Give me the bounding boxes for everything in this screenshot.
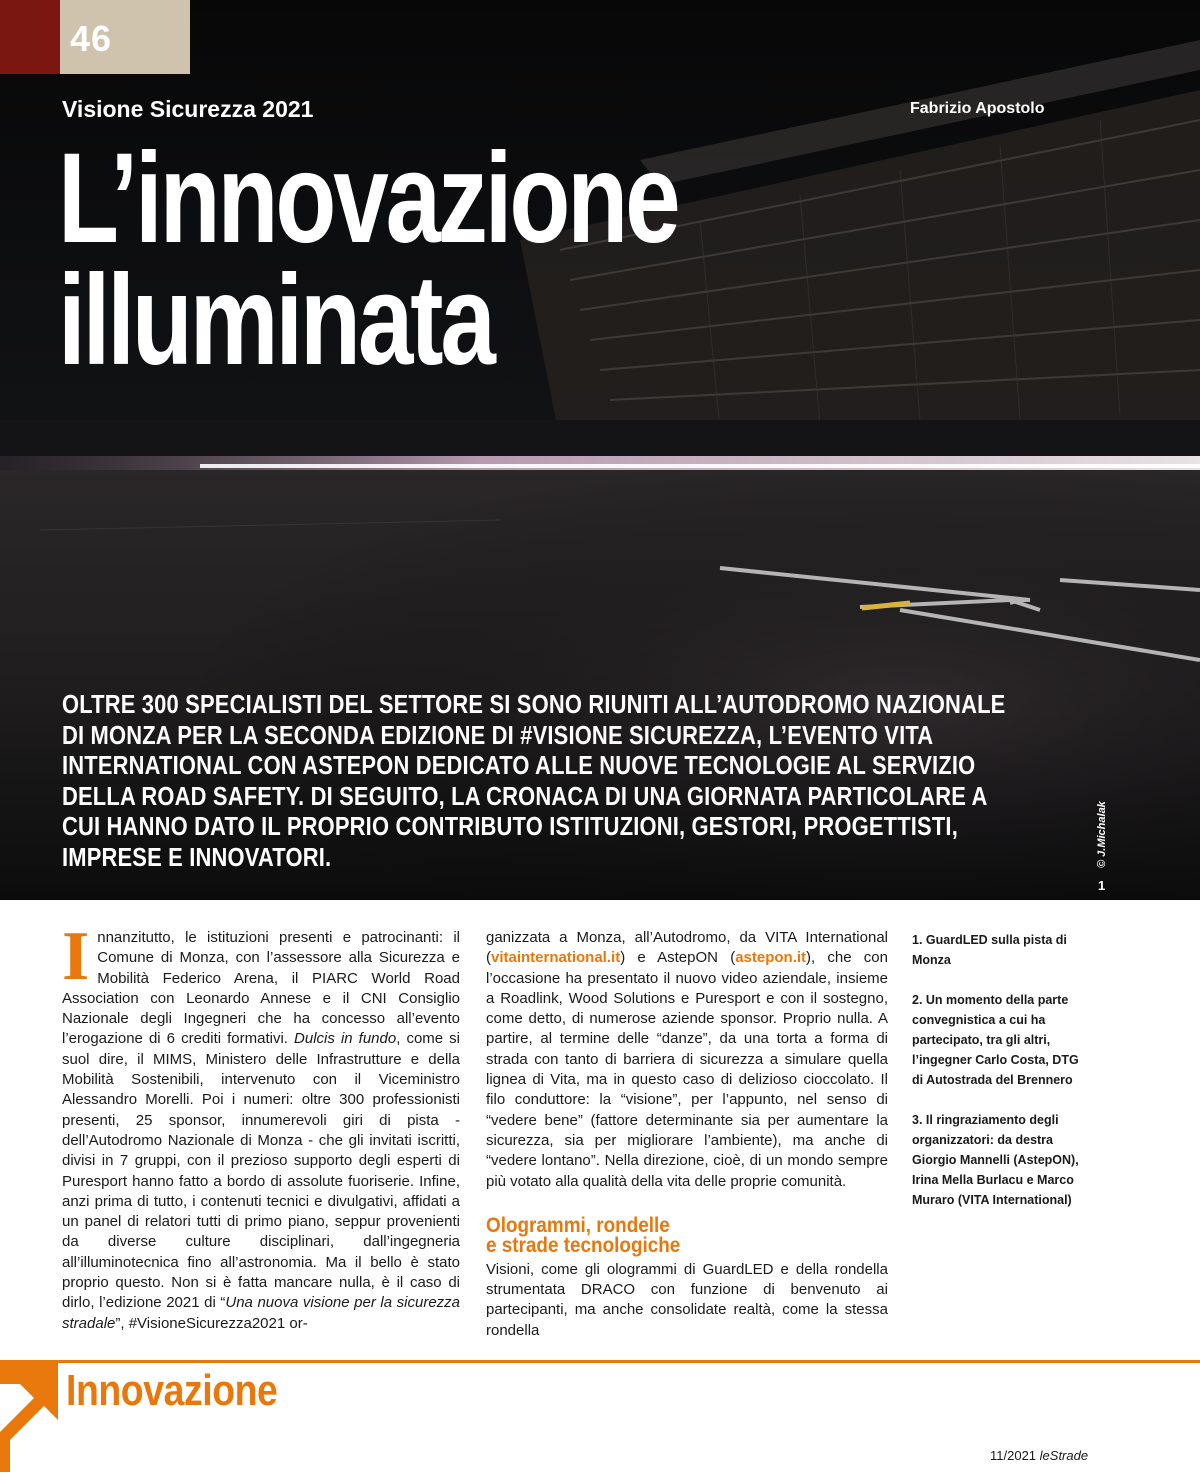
caption-3: 3. Il ringraziamento degli organizzatori: da destra Giorgio Mannelli (AstepON), Irina Mella Burlacu e Marco Muraro (VITA International): [912, 1113, 1079, 1207]
footer-rule: [0, 1360, 1200, 1363]
astepon-link[interactable]: astepon.it: [735, 949, 807, 967]
page-number: 46: [60, 0, 190, 74]
title-line-1: L’innovazione: [58, 127, 678, 270]
photo-number: 1: [1098, 878, 1106, 893]
title-line-2: illuminata: [58, 249, 493, 392]
caption-2: 2. Un momento della parte convegnistica a cui ha partecipato, tra gli altri, l’ingegner Carlo Costa, DTG di Autostrada del Brennero: [912, 993, 1079, 1087]
text-run: ganizzata a Monza, all’Autodromo, da VITA International (: [486, 929, 888, 967]
section-subhead: [486, 1213, 848, 1257]
kicker: Visione Sicurezza 2021: [62, 96, 314, 122]
magazine-name: leStrade: [1039, 1448, 1089, 1463]
body-column-2: [486, 928, 888, 1341]
author: Fabrizio Apostolo: [910, 100, 1045, 117]
page-tab-accent: [0, 0, 60, 74]
text-run: nnanzitutto, le istituzioni presenti e patrocinanti: il Comune di Monza, con l’assessore alla Sicurezza e Mobilità Federico Arena, il PIARC World Road Association con Leonardo Annese e il CNI Consiglio Nazionale degli Ingegneri che ha concesso all’evento l’erogazione di 6 crediti formativi.: [62, 929, 460, 1048]
body-paragraph: [486, 928, 888, 1192]
article-title: [58, 127, 760, 392]
drop-cap: I: [62, 918, 90, 995]
italic-run: Dulcis in fundo: [294, 1030, 397, 1048]
caption-1: 1. GuardLED sulla pista di Monza: [912, 933, 1067, 967]
issue-info: [990, 1448, 1088, 1463]
section-name: Innovazione: [66, 1366, 278, 1415]
arrow-up-right-icon: [0, 1362, 60, 1472]
subhead-line-2: e strade tecnologiche: [486, 1233, 681, 1257]
text-run: ) e AstepON (: [620, 949, 736, 967]
text-run: , come si suol dire, il MIMS, Ministero delle Infrastrutture e della Mobilità Sostenibili, intervenuto con il Viceministro Alessandro Morelli. Poi i numeri: oltre 300 professionisti presenti, 25 sponsor, innumerevoli giri di pista - dell’Autodromo Nazionale di Monza - che gli invitati iscritti, divisi in 7 gruppi, con il prezioso supporto degli esperti di Puresport hanno fatto a bordo di assolute fuoriserie. Infine, anzi prima di tutto, i contenuti tecnici e divulgativi, affidati a un panel di relatori tutti di primo piano, seppur provenienti da diverse culture disciplinari, dall’ingegneria all’illuminotecnica fino all’astronomia. Ma il bello è stato proprio questo. Non si è fatta mancare nulla, è il caso di dirlo, l’edizione 2021 di “: [62, 1030, 461, 1312]
body-paragraph: Visioni, come gli ologrammi di GuardLED e della rondella strumentata DRACO con funzione di benvenuto ai partecipanti, ma anche consolidate realtà, come la stessa rondella: [486, 1260, 888, 1339]
body-column-1: [62, 918, 461, 1334]
italic-run: Una nuova visione per la sicurezza stradale: [62, 1294, 461, 1332]
text-run: ), che con l’occasione ha presentato il nuovo video aziendale, insieme a Roadlink, Wood Solutions e Puresport e con il sostegno, come detto, di numerose aziende sponsor. Proprio nulla. A partire, al termine delle “danze”, da una torta a forma di strada con tanto di barriera di sicurezza a simulare quella lignea di Vita, ma in questo caso di delizioso cioccolato. Il filo conduttore: la “visione”, per l’appunto, nel senso di “vedere bene” (fattore determinante sia per aumentare la sicurezza, sia per migliorare l’ambiente), ma anche di “vedere lontano”. Nella direzione, cioè, di un mondo sempre più votato alla qualità della vita delle proprie comunità.: [486, 949, 888, 1190]
subhead-line-1: Ologrammi, rondelle: [486, 1213, 670, 1237]
text-run: ”, #VisioneSicurezza2021 or-: [115, 1314, 308, 1332]
issue-number: 11/2021: [990, 1448, 1037, 1463]
lead-paragraph: OLTRE 300 SPECIALISTI DEL SETTORE SI SONO RIUNITI ALL’AUTODROMO NAZIONALE DI MONZA PER LA SECONDA EDIZIONE DI #VISIONE SICUREZZA, L’EVENTO VITA INTERNATIONAL CON ASTEPON DEDICATO ALLE NUOVE TECNOLOGIE AL SERVIZIO DELLA ROAD SAFETY. DI SEGUITO, LA CRONACA DI UNA GIORNATA PARTICOLARE A CUI HANNO DATO IL PROPRIO CONTRIBUTO ISTITUZIONI, GESTORI, PROGETTISTI, IMPRESE E INNOVATORI.: [62, 691, 1006, 872]
photo-credit: © J.Michalak: [1096, 801, 1108, 868]
photo-captions: [912, 930, 1092, 1230]
vita-link[interactable]: vitainternational.it: [491, 949, 621, 967]
body-paragraph: [62, 918, 461, 1334]
